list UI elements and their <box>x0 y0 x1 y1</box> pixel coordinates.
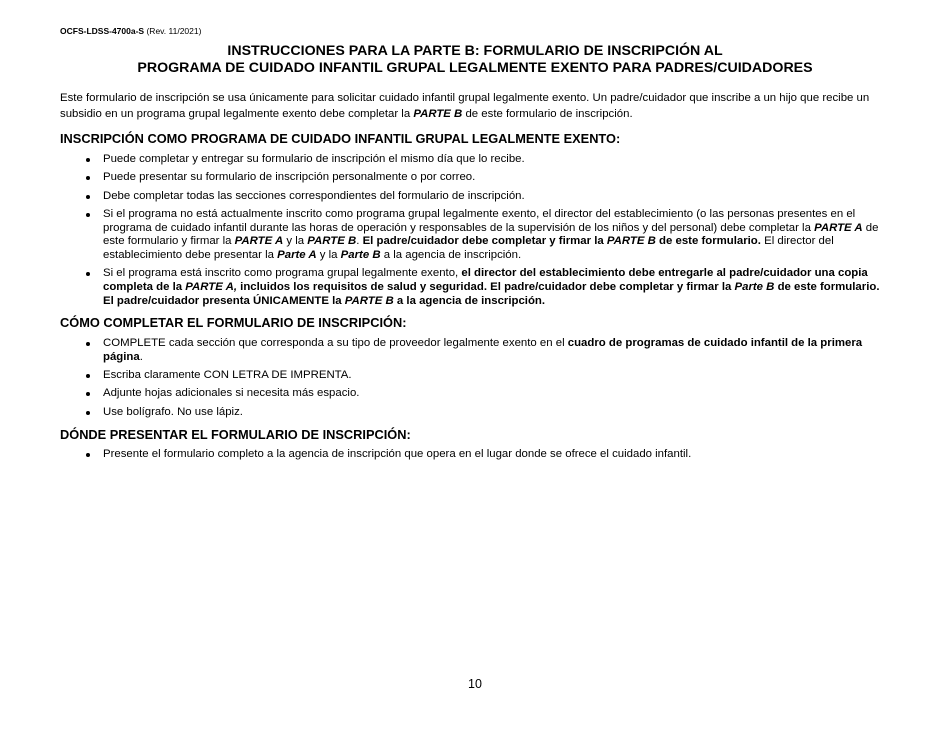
list-item: Si el programa no está actualmente inscrito como programa grupal legalmente exento, el director del establecimiento (o las personas presentes en el programa de cuidado infantil durante las horas de operación y responsables de la supervisión de los niños y del personal) debe completar la PARTE A de este formulario y firmar la PARTE A y la PARTE B. El padre/cuidador debe completar y firmar la PARTE B de este formulario. El director del establecimiento debe presentar la Parte A y la Parte B a la agencia de inscripción. <box>60 208 892 262</box>
list-item: Use bolígrafo. No use lápiz. <box>60 406 892 420</box>
section-list-inscripcion <box>60 153 892 313</box>
list-item: Si el programa está inscrito como programa grupal legalmente exento, el director del establecimiento debe entregarle al padre/cuidador una copia completa de la PARTE A, incluidos los requisitos de salud y seguridad. El padre/cuidador debe completar y firmar la Parte B de este formulario. El padre/cuidador presenta ÚNICAMENTE la PARTE B a la agencia de inscripción. <box>60 267 892 308</box>
form-code: OCFS-LDSS-4700a-S <box>60 26 145 36</box>
form-identifier <box>60 26 201 36</box>
section-heading-inscripcion: INSCRIPCIÓN COMO PROGRAMA DE CUIDADO INFANTIL GRUPAL LEGALMENTE EXENTO: <box>60 131 621 146</box>
intro-parte-b: PARTE B <box>413 107 463 120</box>
list-item: Puede completar y entregar su formulario de inscripción el mismo día que lo recibe. <box>60 153 892 167</box>
section-heading-como-completar: CÓMO COMPLETAR EL FORMULARIO DE INSCRIPCIÓN: <box>60 315 407 330</box>
list-item: COMPLETE cada sección que corresponda a su tipo de proveedor legalmente exento en el cuadro de programas de cuidado infantil de la primera página. <box>60 337 892 364</box>
intro-paragraph <box>60 91 890 122</box>
title-line-1: INSTRUCCIONES PARA LA PARTE B: FORMULARIO DE INSCRIPCIÓN AL <box>227 43 723 59</box>
list-item: Puede presentar su formulario de inscripción personalmente o por correo. <box>60 171 892 185</box>
title-line-2: PROGRAMA DE CUIDADO INFANTIL GRUPAL LEGALMENTE EXENTO PARA PADRES/CUIDADORES <box>137 60 813 76</box>
list-item: Presente el formulario completo a la agencia de inscripción que opera en el lugar donde se ofrece el cuidado infantil. <box>60 448 892 462</box>
intro-text-1: Este formulario de inscripción se usa únicamente para solicitar cuidado infantil grupal legalmente exento. Un padre/cuidador que inscribe a un hijo que recibe un subsidio en un programa grupal legalmente exento debe completar la <box>60 92 870 120</box>
section-list-donde-presentar <box>60 448 892 466</box>
section-list-como-completar <box>60 337 892 424</box>
page-title <box>60 43 890 77</box>
intro-text-2: de este formulario de inscripción. <box>462 107 633 120</box>
list-item: Debe completar todas las secciones correspondientes del formulario de inscripción. <box>60 190 892 204</box>
list-item: Adjunte hojas adicionales si necesita más espacio. <box>60 387 892 401</box>
list-item: Escriba claramente CON LETRA DE IMPRENTA. <box>60 369 892 383</box>
page-number: 10 <box>468 677 482 691</box>
form-revision: (Rev. 11/2021) <box>146 26 202 36</box>
section-heading-donde-presentar: DÓNDE PRESENTAR EL FORMULARIO DE INSCRIPCIÓN: <box>60 427 411 442</box>
